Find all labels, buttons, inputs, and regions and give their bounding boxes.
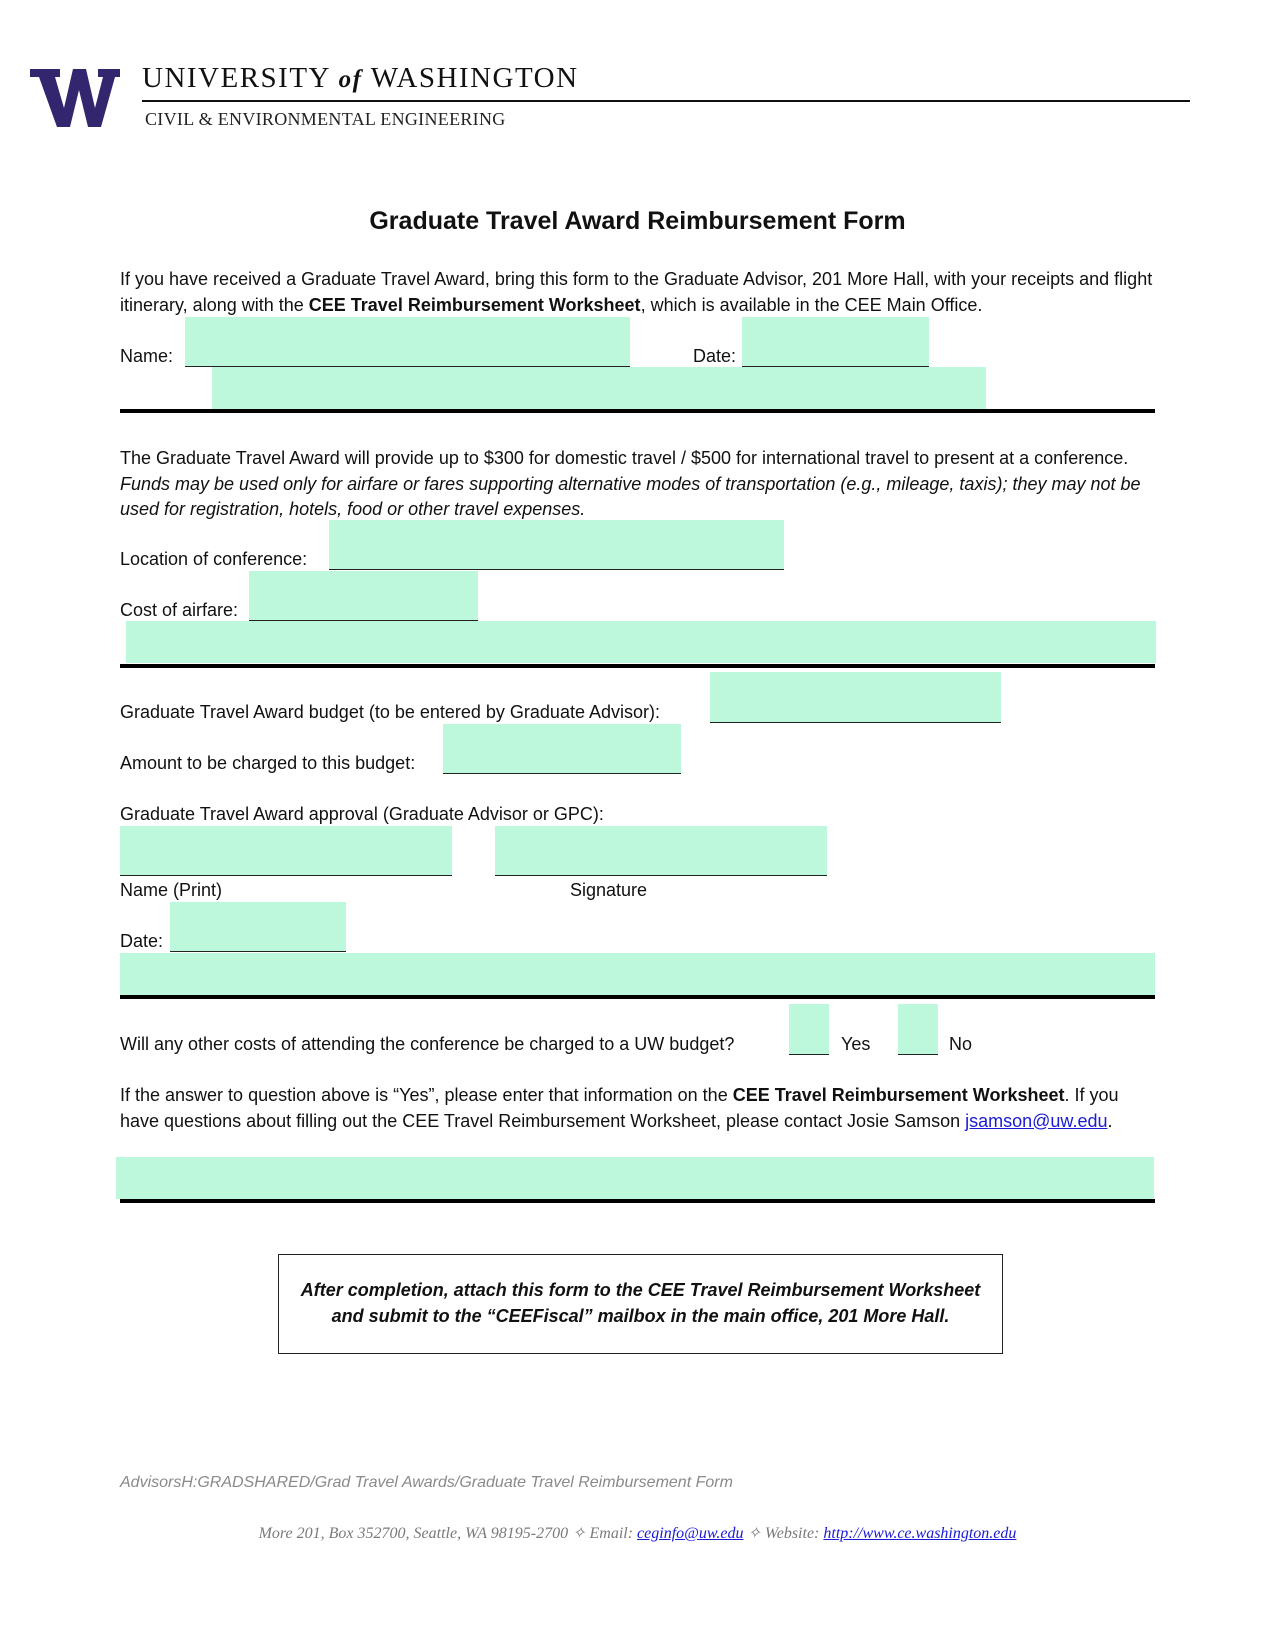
other-costs-question: Will any other costs of attending the conference be charged to a UW budget? (120, 1034, 735, 1054)
separator-icon: ✧ (572, 1525, 586, 1542)
location-field[interactable] (329, 520, 784, 570)
cost-label: Cost of airfare: (120, 600, 239, 620)
amount-field[interactable] (443, 724, 681, 774)
yes-checkbox[interactable] (789, 1004, 829, 1055)
approver-name-field[interactable] (120, 826, 452, 876)
amount-label: Amount to be charged to this budget: (120, 753, 416, 773)
uw-logo (30, 52, 120, 132)
name-field[interactable] (185, 317, 630, 367)
separator-icon-2: ✧ (747, 1525, 761, 1542)
award-info-paragraph: The Graduate Travel Award will provide up to $300 for domestic travel / $500 for international travel to present at a conference. Funds may be used only for airfare or fares supporting alternative modes of transportation (e.g., mileage, taxis); they may not be used for registration, hotels, food or other travel expenses. (120, 448, 1141, 519)
uw-w-logo-icon (30, 52, 120, 132)
date-label: Date: (693, 346, 737, 366)
followup-paragraph: If the answer to question above is “Yes”, please enter that information on the CEE Travel Reimbursement Worksheet. If you have questions about filling out the CEE Travel Reimbursement Worksheet, please contact Josie Samson jsamson@uw.edu. (120, 1085, 1119, 1131)
yes-label: Yes (841, 1034, 871, 1054)
notes-field-3[interactable] (120, 953, 1155, 995)
section-divider-3 (120, 995, 1155, 999)
footer-email-link[interactable]: ceginfo@uw.edu (637, 1525, 744, 1542)
location-label: Location of conference: (120, 549, 308, 569)
notice-line-1: After completion, attach this form to the CEE Travel Reimbursement Worksheet (300, 1280, 981, 1300)
contact-email-link[interactable]: jsamson@uw.edu (965, 1110, 1108, 1131)
submission-notice-box (278, 1254, 1003, 1354)
intro-paragraph: If you have received a Graduate Travel Award, bring this form to the Graduate Advisor, 201 More Hall, with your receipts and flight itinerary, along with the CEE Travel Reimbursement Worksheet, which is available in the CEE Main Office. (120, 269, 1153, 315)
notes-field-2[interactable] (126, 621, 1156, 663)
name-print-label: Name (Print) (120, 880, 223, 900)
approval-label: Graduate Travel Award approval (Graduate Advisor or GPC): (120, 804, 604, 824)
signature-label: Signature (570, 880, 648, 900)
university-name: UNIVERSITY of WASHINGTON (142, 62, 579, 94)
approver-signature-field[interactable] (495, 826, 827, 876)
no-label: No (949, 1034, 973, 1054)
notes-field-1[interactable] (212, 367, 986, 409)
approval-date-label: Date: (120, 931, 164, 951)
cost-field[interactable] (249, 571, 478, 621)
approval-date-field[interactable] (170, 902, 346, 952)
notice-line-2: and submit to the “CEEFiscal” mailbox in the main office, 201 More Hall. (331, 1305, 950, 1326)
name-label: Name: (120, 346, 174, 366)
department-name: CIVIL & ENVIRONMENTAL ENGINEERING (145, 109, 506, 129)
date-field[interactable] (742, 317, 929, 367)
footer-website-link[interactable]: http://www.ce.washington.edu (823, 1525, 1017, 1542)
address-footer: More 201, Box 352700, Seattle, WA 98195-2700 ✧ Email: ceginfo@uw.edu ✧ Website: http://www.ce.washington.edu (258, 1525, 1017, 1542)
section-divider-2 (120, 664, 1155, 668)
file-path-footer: AdvisorsH:GRADSHARED/Grad Travel Awards/Graduate Travel Reimbursement Form (120, 1474, 733, 1491)
no-checkbox[interactable] (898, 1004, 938, 1055)
budget-label: Graduate Travel Award budget (to be entered by Graduate Advisor): (120, 702, 660, 722)
header-rule (142, 100, 1190, 102)
section-divider-1 (120, 409, 1155, 413)
notes-field-4[interactable] (116, 1157, 1154, 1199)
page-title: Graduate Travel Award Reimbursement Form (369, 207, 906, 235)
budget-field[interactable] (710, 672, 1001, 723)
section-divider-4 (120, 1199, 1155, 1203)
